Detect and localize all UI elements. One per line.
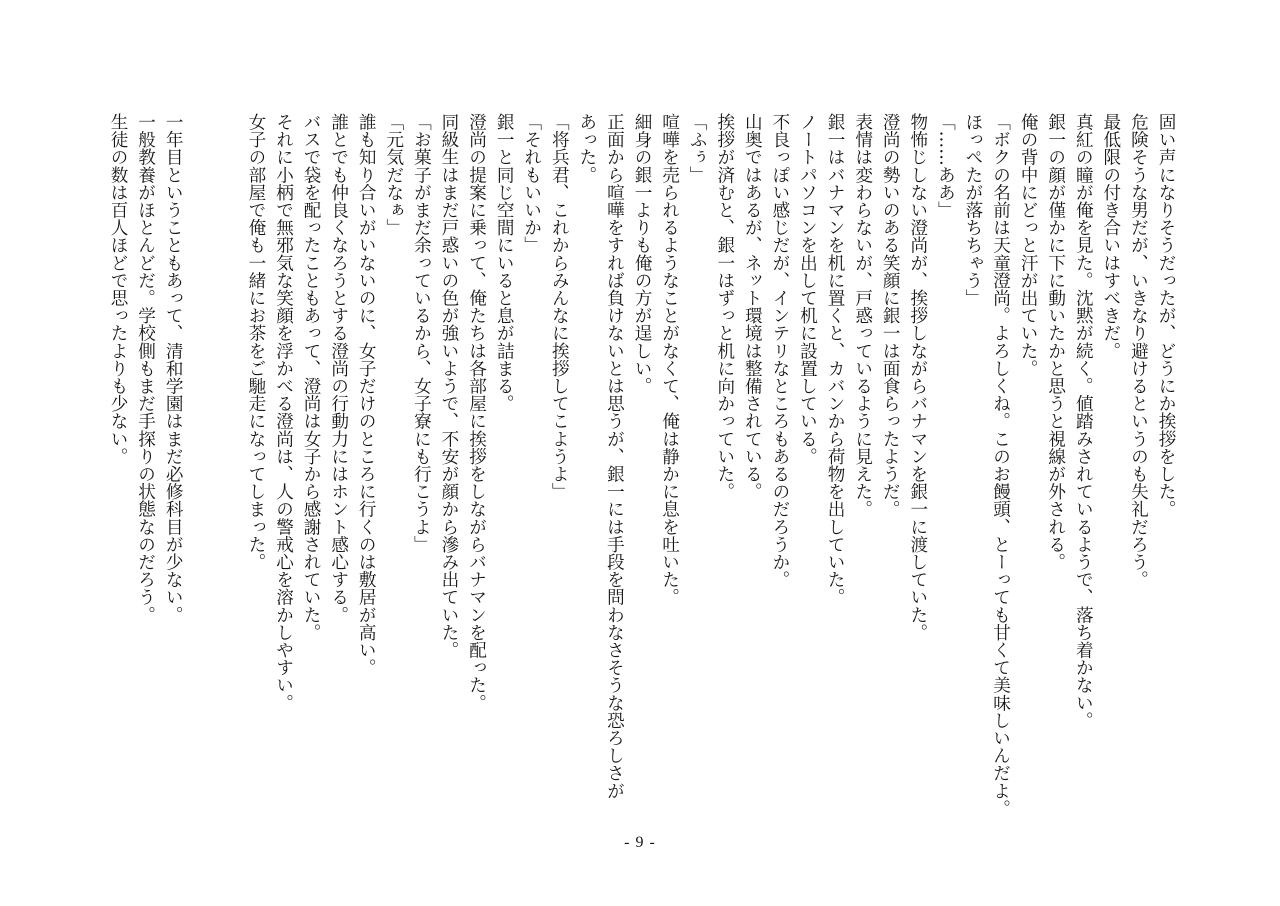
text-line: 正面から喧嘩をすれば負けないとは思うが、銀一には手段を問わなさそうな恐ろしさが: [604, 113, 625, 800]
text-line: 喧嘩を売られるようなことがなくて、俺は静かに息を吐いた。: [659, 113, 680, 606]
text-line: 「元気だなぁ」: [383, 113, 404, 237]
text-line: 「……ああ」: [935, 113, 956, 219]
text-line: 澄尚の勢いのある笑顔に銀一は面食らったようだ。: [880, 113, 901, 518]
text-line: 挨拶が済むと、銀一はずっと机に向かっていた。: [714, 113, 735, 501]
text-line: ほっぺたが落ちちゃう」: [962, 113, 983, 307]
text-line: 不良っぽい感じだが、インテリなところもあるのだろうか。: [769, 113, 790, 589]
vertical-text-body: [103, 113, 1179, 843]
text-line: 同級生はまだ戸惑いの色が強いようで、不安が顔から滲み出ていた。: [438, 113, 459, 659]
text-line: 「お菓子がまだ余っているから、女子寮にも行こうよ」: [411, 113, 432, 553]
text-line: 「ふぅ」: [687, 113, 708, 184]
text-line: 真紅の瞳が俺を見た。沈黙が続く。値踏みされているようで、落ち着かない。: [1073, 113, 1094, 729]
text-line: 表情は変わらないが、戸惑っているように見えた。: [852, 113, 873, 518]
text-line: 細身の銀一よりも俺の方が逞しい。: [632, 113, 653, 395]
text-section: [103, 113, 186, 843]
text-line: 固い声になりそうだったが、どうにか挨拶をした。: [1156, 113, 1176, 518]
text-line: 生徒の数は百人ほどで思ったよりも少ない。: [108, 113, 129, 465]
text-line: 誰も知り合いがいないのに、女子だけのところに行くのは敷居が高い。: [356, 113, 377, 677]
text-line: 危険そうな男だが、いきなり避けるというのも失礼だろう。: [1128, 113, 1149, 589]
text-line: 最低限の付き合いはすべきだ。: [1100, 113, 1121, 360]
page-number: - 9 -: [624, 834, 656, 851]
text-line: 山奥ではあるが、ネット環境は整備されている。: [742, 113, 763, 501]
text-line: 銀一と同じ空間にいると息が詰まる。: [494, 113, 515, 413]
text-line: 銀一はバナマンを机に置くと、カバンから荷物を出していた。: [825, 113, 846, 606]
text-section: [241, 113, 1179, 843]
text-line: 「将兵君、これからみんなに挨拶してこようよ」: [549, 113, 570, 501]
text-line: あった。: [576, 113, 597, 184]
text-line: 「ボクの名前は天童澄尚。よろしくね。このお饅頭、とーっても甘くて美味しいんだよ。: [990, 113, 1011, 817]
text-line: バスで袋を配ったこともあって、澄尚は女子から感謝されていた。: [301, 113, 322, 641]
text-line: 澄尚の提案に乗って、俺たちは各部屋に挨拶をしながらバナマンを配った。: [466, 113, 487, 712]
text-line: 銀一の顔が僅かに下に動いたかと思うと視線が外される。: [1045, 113, 1066, 571]
text-line: 一般教養がほとんどだ。学校側もまだ手探りの状態なのだろう。: [135, 113, 156, 624]
text-line: 一年目ということもあって、清和学園はまだ必修科目が少ない。: [163, 113, 184, 624]
text-line: 「それもいいか」: [521, 113, 542, 254]
text-line: ノートパソコンを出して机に設置している。: [797, 113, 818, 465]
text-line: それに小柄で無邪気な笑顔を浮かべる澄尚は、人の警戒心を溶かしやすい。: [273, 113, 294, 712]
text-line: 物怖じしない澄尚が、挨拶しながらバナマンを銀一に渡していた。: [907, 113, 928, 641]
text-line: 誰とでも仲良くなろうとする澄尚の行動力にはホント感心する。: [328, 113, 349, 624]
text-line: 俺の背中にどっと汗が出ていた。: [1018, 113, 1039, 377]
text-line: 女子の部屋で俺も一緒にお茶をご馳走になってしまった。: [245, 113, 266, 571]
